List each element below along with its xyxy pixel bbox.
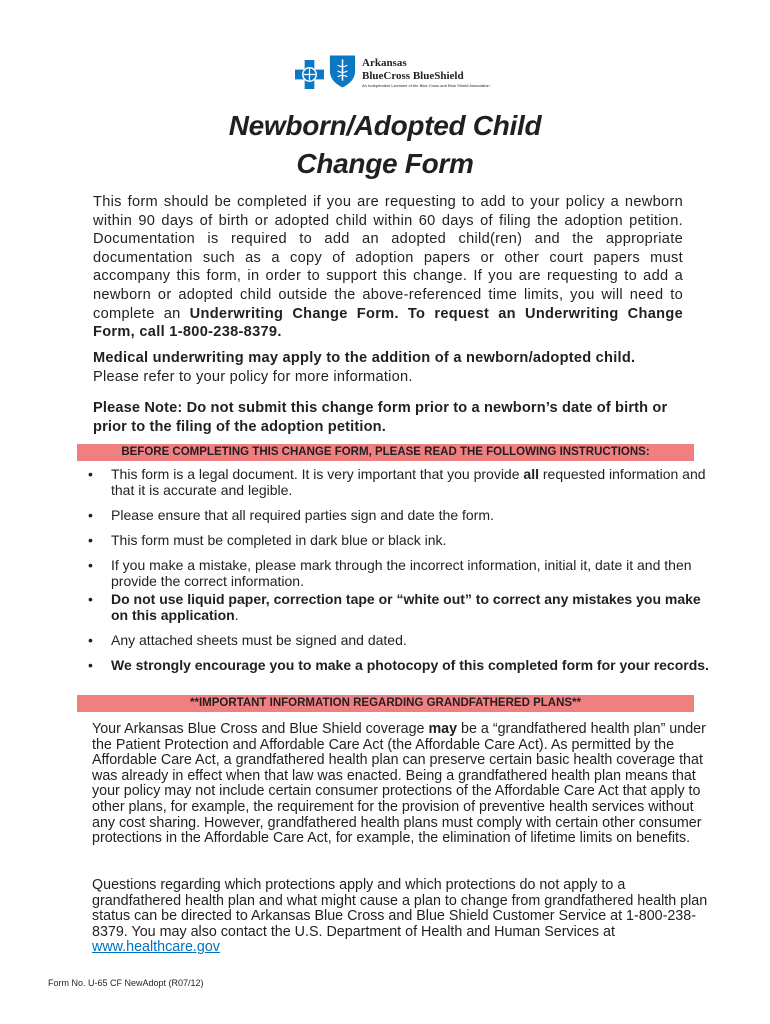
- list-item-text: Please ensure that all required parties sign and date the form.: [111, 507, 494, 523]
- bullet: •: [88, 507, 93, 523]
- list-item-text: .: [234, 607, 239, 623]
- logo-name-line2: BlueCross BlueShield: [362, 70, 464, 82]
- blue-cross-icon: [295, 60, 324, 89]
- list-item: [85, 632, 715, 648]
- paragraph-text: Your Arkansas Blue Cross and Blue Shield coverage: [92, 721, 429, 737]
- list-item-text: Any attached sheets must be signed and dated.: [111, 632, 407, 648]
- bullet: •: [88, 532, 93, 548]
- instructions-banner: BEFORE COMPLETING THIS CHANGE FORM, PLEASE READ THE FOLLOWING INSTRUCTIONS:: [77, 444, 694, 461]
- logo-subtitle: An Independent Licensee of the Blue Cross and Blue Shield Association: [362, 83, 490, 88]
- paragraph-bold: may: [428, 721, 458, 737]
- list-item: [85, 466, 715, 498]
- healthcare-gov-link[interactable]: www.healthcare.gov: [92, 939, 220, 956]
- list-item-text: This form must be completed in dark blue or black ink.: [111, 532, 447, 548]
- list-item-bold: all: [523, 466, 539, 482]
- paragraph-text: Questions regarding which protections apply and which protections do not apply to a grandfathered health plan and what might cause a plan to change from grandfathered health plan status can be directed to Arkansas Blue Cross and Blue Shield Customer Service at 1-800-238-8379. You may also contact the U.S. Department of Health and Human Services at: [92, 877, 708, 940]
- questions-paragraph: [92, 878, 717, 956]
- form-title-line2: Change Form: [296, 148, 474, 179]
- intro-paragraph: [93, 193, 683, 342]
- list-item-text: This form is a legal document. It is very important that you provide: [111, 466, 524, 482]
- medical-underwriting-paragraph: [93, 349, 683, 386]
- list-item: [85, 591, 715, 623]
- instructions-list: [85, 466, 715, 673]
- logo-wordmark: [362, 57, 532, 89]
- list-item: [85, 507, 715, 523]
- bullet: •: [88, 632, 93, 648]
- grandfathered-banner: **IMPORTANT INFORMATION REGARDING GRANDFATHERED PLANS**: [77, 695, 694, 712]
- bullet: •: [88, 657, 93, 673]
- intro-text: This form should be completed if you are requesting to add to your policy a newborn within 90 days of birth or adopted child within 60 days of filing the adoption petition. Documentation is required to add an adopted child(ren) and the appropriate documentation such as a copy of adoption papers or other court papers must accompany this form, in order to support this change. If you are requesting to add a newborn or adopted child outside the above-referenced time limits, you will need to complete an: [93, 194, 683, 322]
- bullet: •: [88, 591, 93, 607]
- brand-logo: [295, 51, 525, 96]
- medical-bold-text: Medical underwriting may apply to the addition of a newborn/adopted child.: [93, 350, 636, 366]
- bullet: •: [88, 466, 93, 482]
- list-item: [85, 557, 715, 589]
- list-item-text: If you make a mistake, please mark through the incorrect information, initial it, date it and then provide the correct information.: [111, 557, 692, 589]
- list-item-bold: Do not use liquid paper, correction tape or “white out” to correct any mistakes you make on this application: [111, 591, 701, 623]
- list-item: [85, 657, 715, 673]
- logo-name-line1: Arkansas: [362, 57, 407, 69]
- list-item-bold: We strongly encourage you to make a photocopy of this completed form for your records.: [111, 657, 709, 673]
- grandfathered-paragraph: [92, 722, 717, 847]
- form-title-line1: Newborn/Adopted Child: [228, 110, 542, 141]
- medical-text: Please refer to your policy for more information.: [93, 368, 413, 385]
- form-number-footer: Form No. U-65 CF NewAdopt (R07/12): [48, 978, 204, 988]
- blue-shield-icon: [328, 53, 357, 89]
- bullet: •: [88, 557, 93, 573]
- list-item-text: requested information and that it is accurate and legible.: [111, 466, 706, 498]
- please-note-paragraph: Please Note: Do not submit this change form prior to a newborn’s date of birth or prior to the filing of the adoption petition.: [93, 400, 668, 435]
- intro-bold-text: Underwriting Change Form. To request an Underwriting Change Form, call 1-800-238-8379.: [93, 305, 683, 341]
- paragraph-text: be a “grandfathered health plan” under the Patient Protection and Affordable Care Act (the Affordable Care Act). As permitted by the Affordable Care Act, a grandfathered health plan can preserve certain basic health coverage that was already in effect when that law was enacted. Being a grandfathered health plan means that your policy may not include certain consumer protections of the Affordable Care Act that apply to other plans, for example, the requirement for the provision of preventive health services without any cost sharing. However, grandfathered health plans must comply with certain other consumer protections in the Affordable Care Act, for example, the elimination of lifetime limits on benefits.: [92, 721, 706, 847]
- list-item: [85, 532, 715, 548]
